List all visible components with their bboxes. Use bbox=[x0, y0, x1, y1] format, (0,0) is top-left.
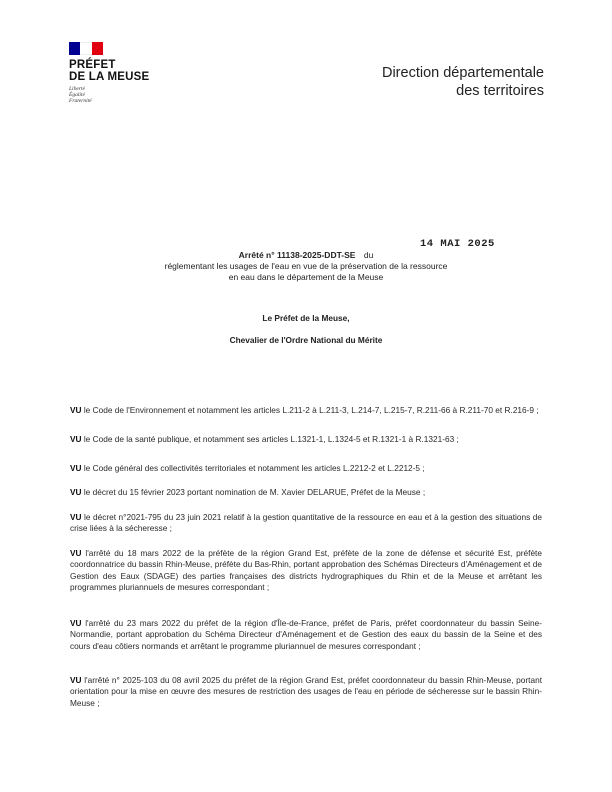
logo-line-1: PRÉFET bbox=[69, 59, 116, 71]
arrete-number: 11138-2025-DDT-SE bbox=[277, 250, 356, 260]
arrete-heading bbox=[0, 250, 612, 283]
arrete-title-line-1: réglementant les usages de l'eau en vue de la préservation de la ressource bbox=[164, 261, 448, 271]
arrete-number-line bbox=[0, 250, 612, 261]
motto-egalite: Égalité bbox=[69, 92, 85, 98]
visa-paragraph: VU le décret n°2021-795 du 23 juin 2021 relatif à la gestion quantitative de la ressource en eau et à la gestion des situations de crise liées à la sécheresse ; bbox=[70, 512, 542, 534]
visa-paragraph: VU le Code de l'Environnement et notamment les articles L.211-2 à L.211-3, L.214-7, L.215-7, R.211-66 à R.211-70 et R.216-9 ; bbox=[70, 405, 539, 415]
prefet-logo bbox=[69, 42, 189, 104]
motto-liberte: Liberté bbox=[69, 86, 85, 92]
marianne-flag-icon bbox=[69, 42, 103, 55]
prefet-distinction: Chevalier de l'Ordre National du Mérite bbox=[229, 335, 383, 345]
prefet-title: Le Préfet de la Meuse, bbox=[262, 313, 350, 323]
visa-paragraph: VU l'arrêté du 18 mars 2022 de la préfète de la région Grand Est, préfète de la zone de défense et sécurité Est, préfète coordonnatrice du bassin Rhin-Meuse, préfète du Bas-Rhin, portant approbation des Schémas Directeurs d'Aménagement et de Gestion des Eaux (SDAGE) des parties françaises des districts hydrographiques du Rhin et de la Meuse et arrêtant les programmes pluriannuels de mesures correspondant ; bbox=[70, 548, 542, 592]
arrete-du: du bbox=[363, 250, 374, 260]
logo-line-2: DE LA MEUSE bbox=[69, 71, 150, 83]
arrete-prefix: Arrêté n° bbox=[238, 250, 275, 260]
issuing-department bbox=[382, 64, 544, 100]
motto-fraternite: Fraternité bbox=[69, 98, 92, 104]
direction-line-1: Direction départementale bbox=[381, 65, 544, 81]
visa-paragraph: VU l'arrêté du 23 mars 2022 du préfet de la région d'Île-de-France, préfet de Paris, préfet coordonnateur du bassin Seine-Normandie, portant approbation du Schéma Directeur d'Aménagement et de Gestion des eaux du bassin de la Seine et des cours d'eau côtiers normands et arrêtant le programme pluriannuel de mesures correspondant ; bbox=[70, 618, 542, 651]
visa-paragraph: VU le Code général des collectivités territoriales et notamment les articles L.2212-2 et L.2212-5 ; bbox=[70, 463, 425, 473]
direction-line-2: des territoires bbox=[456, 83, 544, 99]
date-stamp: 14 MAI 2025 bbox=[420, 238, 495, 250]
arrete-title-line-2: en eau dans le département de la Meuse bbox=[228, 272, 384, 282]
prefet-signatory bbox=[0, 313, 612, 346]
visa-paragraph: VU le Code de la santé publique, et notamment ses articles L.1321-1, L.1324-5 et R.1321-1 à R.1321-63 ; bbox=[70, 434, 459, 444]
visa-paragraph: VU le décret du 15 février 2023 portant nomination de M. Xavier DELARUE, Préfet de la Meuse ; bbox=[70, 487, 426, 497]
visa-paragraph: VU l'arrêté n° 2025-103 du 08 avril 2025 du préfet de la région Grand Est, préfet coordonnateur du bassin Rhin-Meuse, portant orientation pour la mise en œuvre des mesures de restriction des usages de l'eau en période de sécheresse sur le bassin Rhin-Meuse ; bbox=[70, 675, 542, 708]
republic-motto bbox=[69, 86, 189, 104]
